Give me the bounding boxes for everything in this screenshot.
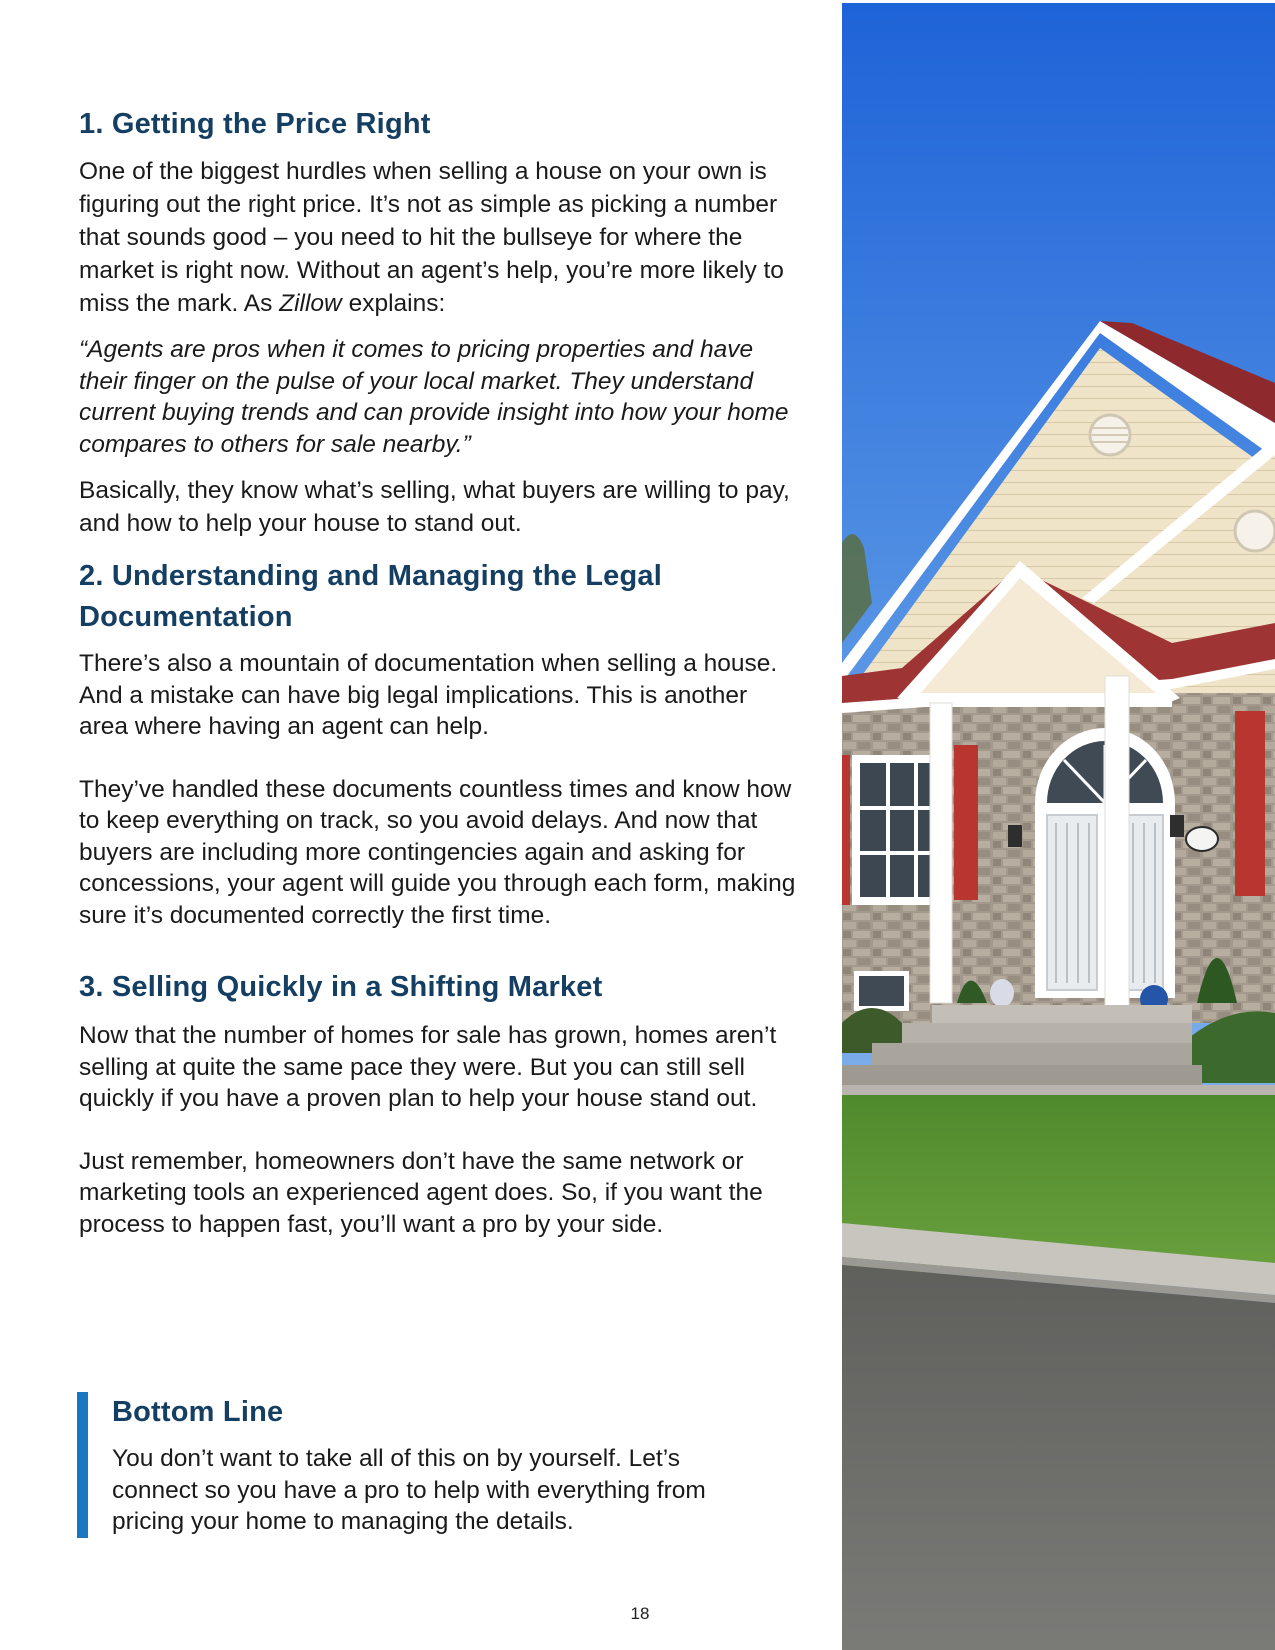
section-pricing (79, 104, 799, 540)
callout-text: You don’t want to take all of this on by yourself. Let’s connect so you have a pro to help with everything from pricing your home to managing the details. (112, 1445, 706, 1535)
pull-quote: “Agents are pros when it comes to pricing properties and have their finger on the pulse of your local market. They understand current buying trends and can provide insight into how your home compares to others for sale nearby.” (79, 336, 789, 458)
section-paragraph: Basically, they know what’s selling, what buyers are willing to pay, and how to help your house to stand out. (79, 477, 790, 537)
paragraph-text: One of the biggest hurdles when selling a house on your own is figuring out the right price. It’s not as simple as picking a number that sounds good – you need to hit the bullseye for where the market is right now. Without an agent’s help, you’re more likely to miss the mark. As (79, 158, 784, 317)
section-title: 2. Understanding and Managing the Legal Documentation (79, 560, 663, 633)
paragraph-text: explains: (341, 290, 446, 317)
section-paragraph: Now that the number of homes for sale has grown, homes aren’t selling at quite the same pace they were. But you can still sell quickly if you have a proven plan to help your house stand out. (79, 1022, 777, 1112)
section-paragraph: Just remember, homeowners don’t have the same network or marketing tools an experienced agent does. So, if you want the process to happen fast, you’ll want a pro by your side. (79, 1147, 763, 1238)
section-title: 3. Selling Quickly in a Shifting Market (79, 971, 603, 1003)
callout-accent-bar (77, 1392, 88, 1538)
section-paragraph: There’s also a mountain of documentation when selling a house. And a mistake can have big legal implications. This is another area where having an agent can help. (79, 650, 778, 740)
house-photo (842, 3, 1275, 1650)
page-number: 18 (630, 1604, 650, 1623)
section-paragraph (79, 155, 799, 320)
section-paragraph: They’ve handled these documents countless times and know how to keep everything on track, so you avoid delays. And now that buyers are including more contingencies again and asking for concessions, your agent will guide you through each form, making sure it’s documented correctly the first time. (79, 775, 796, 929)
section-title: 1. Getting the Price Right (79, 108, 431, 140)
section-legal-documentation (79, 556, 799, 931)
article-body (79, 104, 799, 1240)
callout-title: Bottom Line (112, 1396, 284, 1428)
bottom-line-callout (77, 1392, 777, 1538)
callout-content (112, 1392, 772, 1538)
section-shifting-market (79, 967, 799, 1240)
source-name: Zillow (279, 290, 342, 317)
